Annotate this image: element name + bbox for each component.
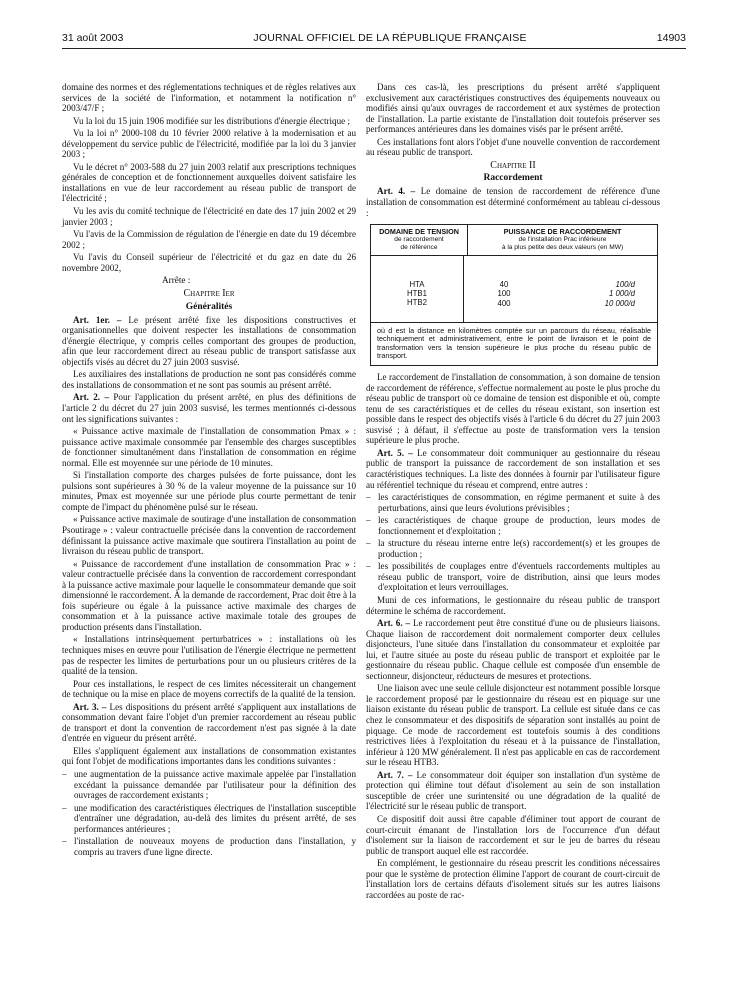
visa-paragraph: Vu la loi n° 2000-108 du 10 février 2000 relative à la modernisation et au développement du service public de l'électricité, modifiée par la loi du 3 janvier 2003 ;	[62, 128, 356, 160]
chapter-heading: Chapitre Ier	[183, 287, 235, 299]
table-cell: 100/d	[615, 279, 635, 289]
section-heading: Généralités	[185, 301, 233, 312]
article-label: Art. 3. –	[73, 701, 107, 712]
visa-paragraph: Vu le décret n° 2003-588 du 27 juin 2003 relatif aux prescriptions techniques générales de conception et de fonctionnement auxquelles doivent satisfaire les installations en vue de leur raccordement au réseau public de transport de l'électricité ;	[62, 161, 356, 204]
left-column	[62, 82, 356, 859]
table-body	[371, 256, 657, 323]
table-cell: 400	[497, 298, 511, 308]
table-note: où d est la distance en kilomètres comptée sur un parcours du réseau, réalisable techniquement et administrativement, entre le point de livraison et le point de transformation vers la tension supérieure le plus proche du réseau public de transport.	[377, 325, 651, 361]
header-line: à la plus petite des deux valeurs (en MW)	[501, 243, 624, 251]
table-cell: 100	[497, 289, 511, 299]
header-line: de raccordement	[394, 236, 444, 244]
visa-paragraph: Vu la loi du 15 juin 1906 modifiée sur les distributions d'énergie électrique ;	[73, 115, 350, 126]
definition-paragraph: Pour ces installations, le respect de ces limites nécessiterait un changement de technique ou la mise en place de moyens correctifs de la qualité de la tension.	[62, 678, 356, 700]
definition-paragraph: Si l'installation comporte des charges pulsées de forte puissance, dont les pulsions sont supérieures à 30 % de la valeur moyenne de la puissance sur 10 minutes, Pmax est moyennée sur une période plus courte permettant de tenir compte de l'impact du phénomène pulsé sur le réseau.	[62, 470, 356, 512]
domain-column	[371, 256, 464, 322]
paragraph: Une liaison avec une seule cellule disjoncteur est notamment possible lorsque le raccordement proposé par le gestionnaire du réseau est en piquage sur une liaison existante du réseau public de transport. La cellule est située dans ce cas chez le consommateur et des dispositifs de séparation sont installés au point de piquage. Ce mode de raccordement est toutefois soumis à des conditions restrictives liées à l'exploitation du réseau et à la puissance de l'installation, inférieur à 120 MW généralement. Il n'est pas applicable en cas de raccordement sur le réseau HTB3.	[366, 683, 660, 768]
arrete-heading: Arrête :	[162, 275, 191, 286]
power-column	[464, 256, 657, 322]
article-label: Art. 5. –	[377, 447, 413, 458]
article-paragraph	[366, 448, 660, 490]
visa-paragraph: Vu l'avis du Conseil supérieur de l'électricité et du gaz en date du 26 novembre 2002,	[62, 252, 356, 273]
visa-paragraph: Vu l'avis de la Commission de régulation de l'énergie en date du 19 décembre 2002 ;	[62, 229, 356, 250]
definition-paragraph: « Puissance active maximale de l'installation de consommation Pmax » : puissance active maximale consommée par l'ensemble des charges susceptibles de fonctionner simultanément dans l'installation de consommation en régime normal. Elle est moyennée sur une période de 10 minutes.	[62, 426, 356, 468]
article-paragraph	[62, 702, 356, 744]
article-text: Le consommateur doit communiquer au gestionnaire du réseau public de transport la puissance de raccordement de son installation et ses caractéristiques techniques. La liste des données à fournir par l'utilisateur figure au référentiel technique du réseau et comprend, entre autres :	[366, 447, 660, 490]
header-line: de référence	[400, 243, 438, 251]
list-item: – une modification des caractéristiques électriques de l'installation susceptible d'entraîner une dégradation, au-delà des limites du présent arrêté, de ses performances antérieures ;	[62, 803, 356, 835]
article-text: Le présent arrêté fixe les dispositions constructives et organisationnelles que doivent respecter les installations de consommation d'énergie électrique, y compris celles comportant des groupes de production, afin que leur raccordement direct au réseau public de transport satisfasse aux objectifs visés au décret du 27 juin 2003 susvisé.	[62, 314, 356, 367]
list-item: – les caractéristiques de chaque groupe de production, leurs modes de fonctionnement et d'exploitation ;	[366, 515, 660, 536]
article-label: Art. 2. –	[73, 392, 109, 403]
list-item: – l'installation de nouveaux moyens de production dans l'installation, y compris au travers d'une ligne directe.	[62, 836, 356, 857]
article-paragraph	[62, 315, 356, 368]
table-cell: 1 000/d	[608, 289, 635, 299]
section-heading: Raccordement	[483, 173, 543, 184]
table-cell: 10 000/d	[604, 298, 635, 308]
list-item: – les caractéristiques de consommation, en régime permanent et suite à des perturbations, ainsi que leurs évolutions prévisibles ;	[366, 492, 660, 513]
article-label: Art. 1er. –	[73, 314, 122, 325]
chapter-heading: Chapitre II	[490, 159, 536, 171]
page-header	[62, 32, 686, 49]
paragraph: Le raccordement de l'installation de consommation, à son domaine de tension de raccordement de référence, s'effectue normalement au poste le plus proche du réseau public de transport où ce domaine de tension est disponible et où, compte tenu de ses caractéristiques et de celles du réseau existant, son insertion est possible dans le respect des objectifs visés à l'article 6 du décret du 27 juin 2003 susvisé ; à défaut, il s'effectue au poste de transformation vers la tension supérieure le plus proche.	[366, 372, 660, 446]
list-item: – la structure du réseau interne entre le(s) raccordement(s) et les groupes de production ;	[366, 538, 660, 559]
paragraph: Les auxiliaires des installations de production ne sont pas considérés comme des installations de consommation et ne sont pas soumis au présent arrêté.	[62, 369, 356, 390]
definition-paragraph: « Installations intrinsèquement perturbatrices » : installations où les techniques mises en œuvre pour l'utilisation de l'énergie électrique ne permettent pas de respecter les limites de perturbations pour un ou plusieurs critères de la qualité de la tension.	[62, 634, 356, 677]
paragraph: Muni de ces informations, le gestionnaire du réseau public de transport détermine le schéma de raccordement.	[366, 595, 660, 616]
definition-paragraph: « Puissance de raccordement d'une installation de consommation Prac » : valeur contractuelle précisée dans la convention de raccordement correspondant à la puissance active maximale pour laquelle le consommateur demande que soit dimensionné le raccordement. À la demande de raccordement, Prac doit être à la fois supérieure ou égale à la puissance active maximale des charges de consommation et à la puissance active maximale totale des groupes de production présents dans l'installation.	[62, 558, 356, 632]
article-paragraph	[366, 186, 660, 218]
header-page-number: 14903	[656, 32, 686, 44]
article-text: Le domaine de tension de raccordement de référence d'une installation de consommation est déterminé conformément au tableau ci-dessous :	[366, 186, 660, 218]
paragraph: Elles s'appliquent également aux installations de consommation existantes qui font l'objet de modifications importantes dans les conditions suivantes :	[62, 745, 356, 767]
paragraph: Dans ces cas-là, les prescriptions du présent arrêté s'appliquent exclusivement aux caractéristiques constructives des équipements nouveaux ou modifiés ainsi qu'aux ouvrages de raccordement et aux systèmes de protection de l'installation. La partie existante de l'installation doit toutefois préserver ses performances antérieures dans les domaines visés par le présent arrêté.	[366, 82, 660, 135]
article-label: Art. 7. –	[377, 769, 413, 780]
table-header-cell	[468, 225, 657, 254]
table-cell: HTB2	[407, 297, 427, 307]
conditions-list	[62, 769, 356, 857]
article-paragraph	[62, 392, 356, 424]
visa-paragraph: Vu les avis du comité technique de l'électricité en date des 17 juin 2002 et 29 janvier 2003 ;	[62, 206, 356, 227]
header-date: 31 août 2003	[62, 32, 124, 44]
table-cell: HTA	[409, 279, 425, 289]
paragraph: domaine des normes et des réglementations techniques et de règles relatives aux services de la société de l'information, et notamment la notification n° 2003/47/F ;	[62, 82, 356, 114]
table-row	[464, 280, 657, 290]
voltage-domain-table	[370, 224, 658, 366]
table-cell: HTB1	[407, 288, 427, 298]
header-line: DOMAINE DE TENSION	[379, 227, 459, 237]
article-paragraph	[366, 770, 660, 812]
right-column	[366, 82, 660, 902]
paragraph: Ce dispositif doit aussi être capable d'éliminer tout apport de courant de court-circuit émanant de l'installation lors de l'occurrence d'un défaut d'isolement sur la liaison de raccordement et sur le jeu de barres du réseau public de transport auquel elle est raccordée.	[366, 813, 660, 856]
header-line: de l'installation Prac inférieure	[518, 236, 607, 244]
list-item: – les possibilités de couplages entre d'éventuels raccordements multiples au réseau public de transport, voire de distribution, ainsi que leurs modes d'exploitation et leurs verrouillages.	[366, 561, 660, 593]
header-title: JOURNAL OFFICIEL DE LA RÉPUBLIQUE FRANÇAISE	[253, 32, 527, 44]
table-row	[464, 299, 657, 309]
paragraph: Ces installations font alors l'objet d'une nouvelle convention de raccordement au réseau public de transport.	[366, 136, 660, 158]
article-label: Art. 4. –	[377, 186, 416, 197]
definition-paragraph: « Puissance active maximale de soutirage d'une installation de consommation Psoutirage » : valeur contractuelle précisée dans la convention de raccordement définissant la puissance active maximale que soutirera l'installation au point de livraison du réseau public de transport.	[62, 514, 356, 557]
data-list	[366, 492, 660, 593]
article-label: Art. 6. –	[377, 618, 411, 629]
header-line: PUISSANCE DE RACCORDEMENT	[503, 227, 622, 237]
table-row	[464, 289, 657, 299]
list-item: – une augmentation de la puissance active maximale appelée par l'installation excédant la puissance demandée par l'utilisateur pour la définition des ouvrages de raccordement existants ;	[62, 769, 356, 801]
article-text: Le raccordement peut être constitué d'une ou de plusieurs liaisons. Chaque liaison de raccordement doit normalement comporter deux cellules disjoncteurs, l'une située dans l'installation du consommateur et exploitée par lui, et l'autre située au poste du réseau public de transport et exploitée par le gestionnaire du réseau public. Chaque cellule est composée d'un ensemble de sectionneur, disjoncteur, réducteurs de mesures et protections.	[366, 618, 660, 681]
article-text: Les dispositions du présent arrêté s'appliquent aux installations de consommation devant faire l'objet d'un premier raccordement au réseau public de transport et dont la convention de raccordement n'est pas signée à la date d'entrée en vigueur du présent arrêté.	[62, 701, 356, 744]
table-cell: 40	[499, 279, 509, 289]
table-header-cell	[371, 225, 468, 254]
article-text: Le consommateur doit équiper son installation d'un système de protection qui élimine tout défaut d'isolement au sein de son installation susceptible de créer une surintensité ou une dégradation de la qualité de l'électricité sur le réseau public de transport.	[366, 769, 660, 812]
paragraph: En complément, le gestionnaire du réseau prescrit les conditions nécessaires pour que le système de protection élimine l'apport de courant de court-circuit de l'installation lors de certains défauts d'isolement situés sur les autres liaisons raccordées au poste de rac-	[366, 858, 660, 900]
table-header	[371, 225, 657, 255]
article-paragraph	[366, 618, 660, 681]
article-text: Pour l'application du présent arrêté, en plus des définitions de l'article 2 du décret du 27 juin 2003 susvisé, les termes mentionnés ci-dessous ont les significations suivantes :	[62, 392, 356, 424]
